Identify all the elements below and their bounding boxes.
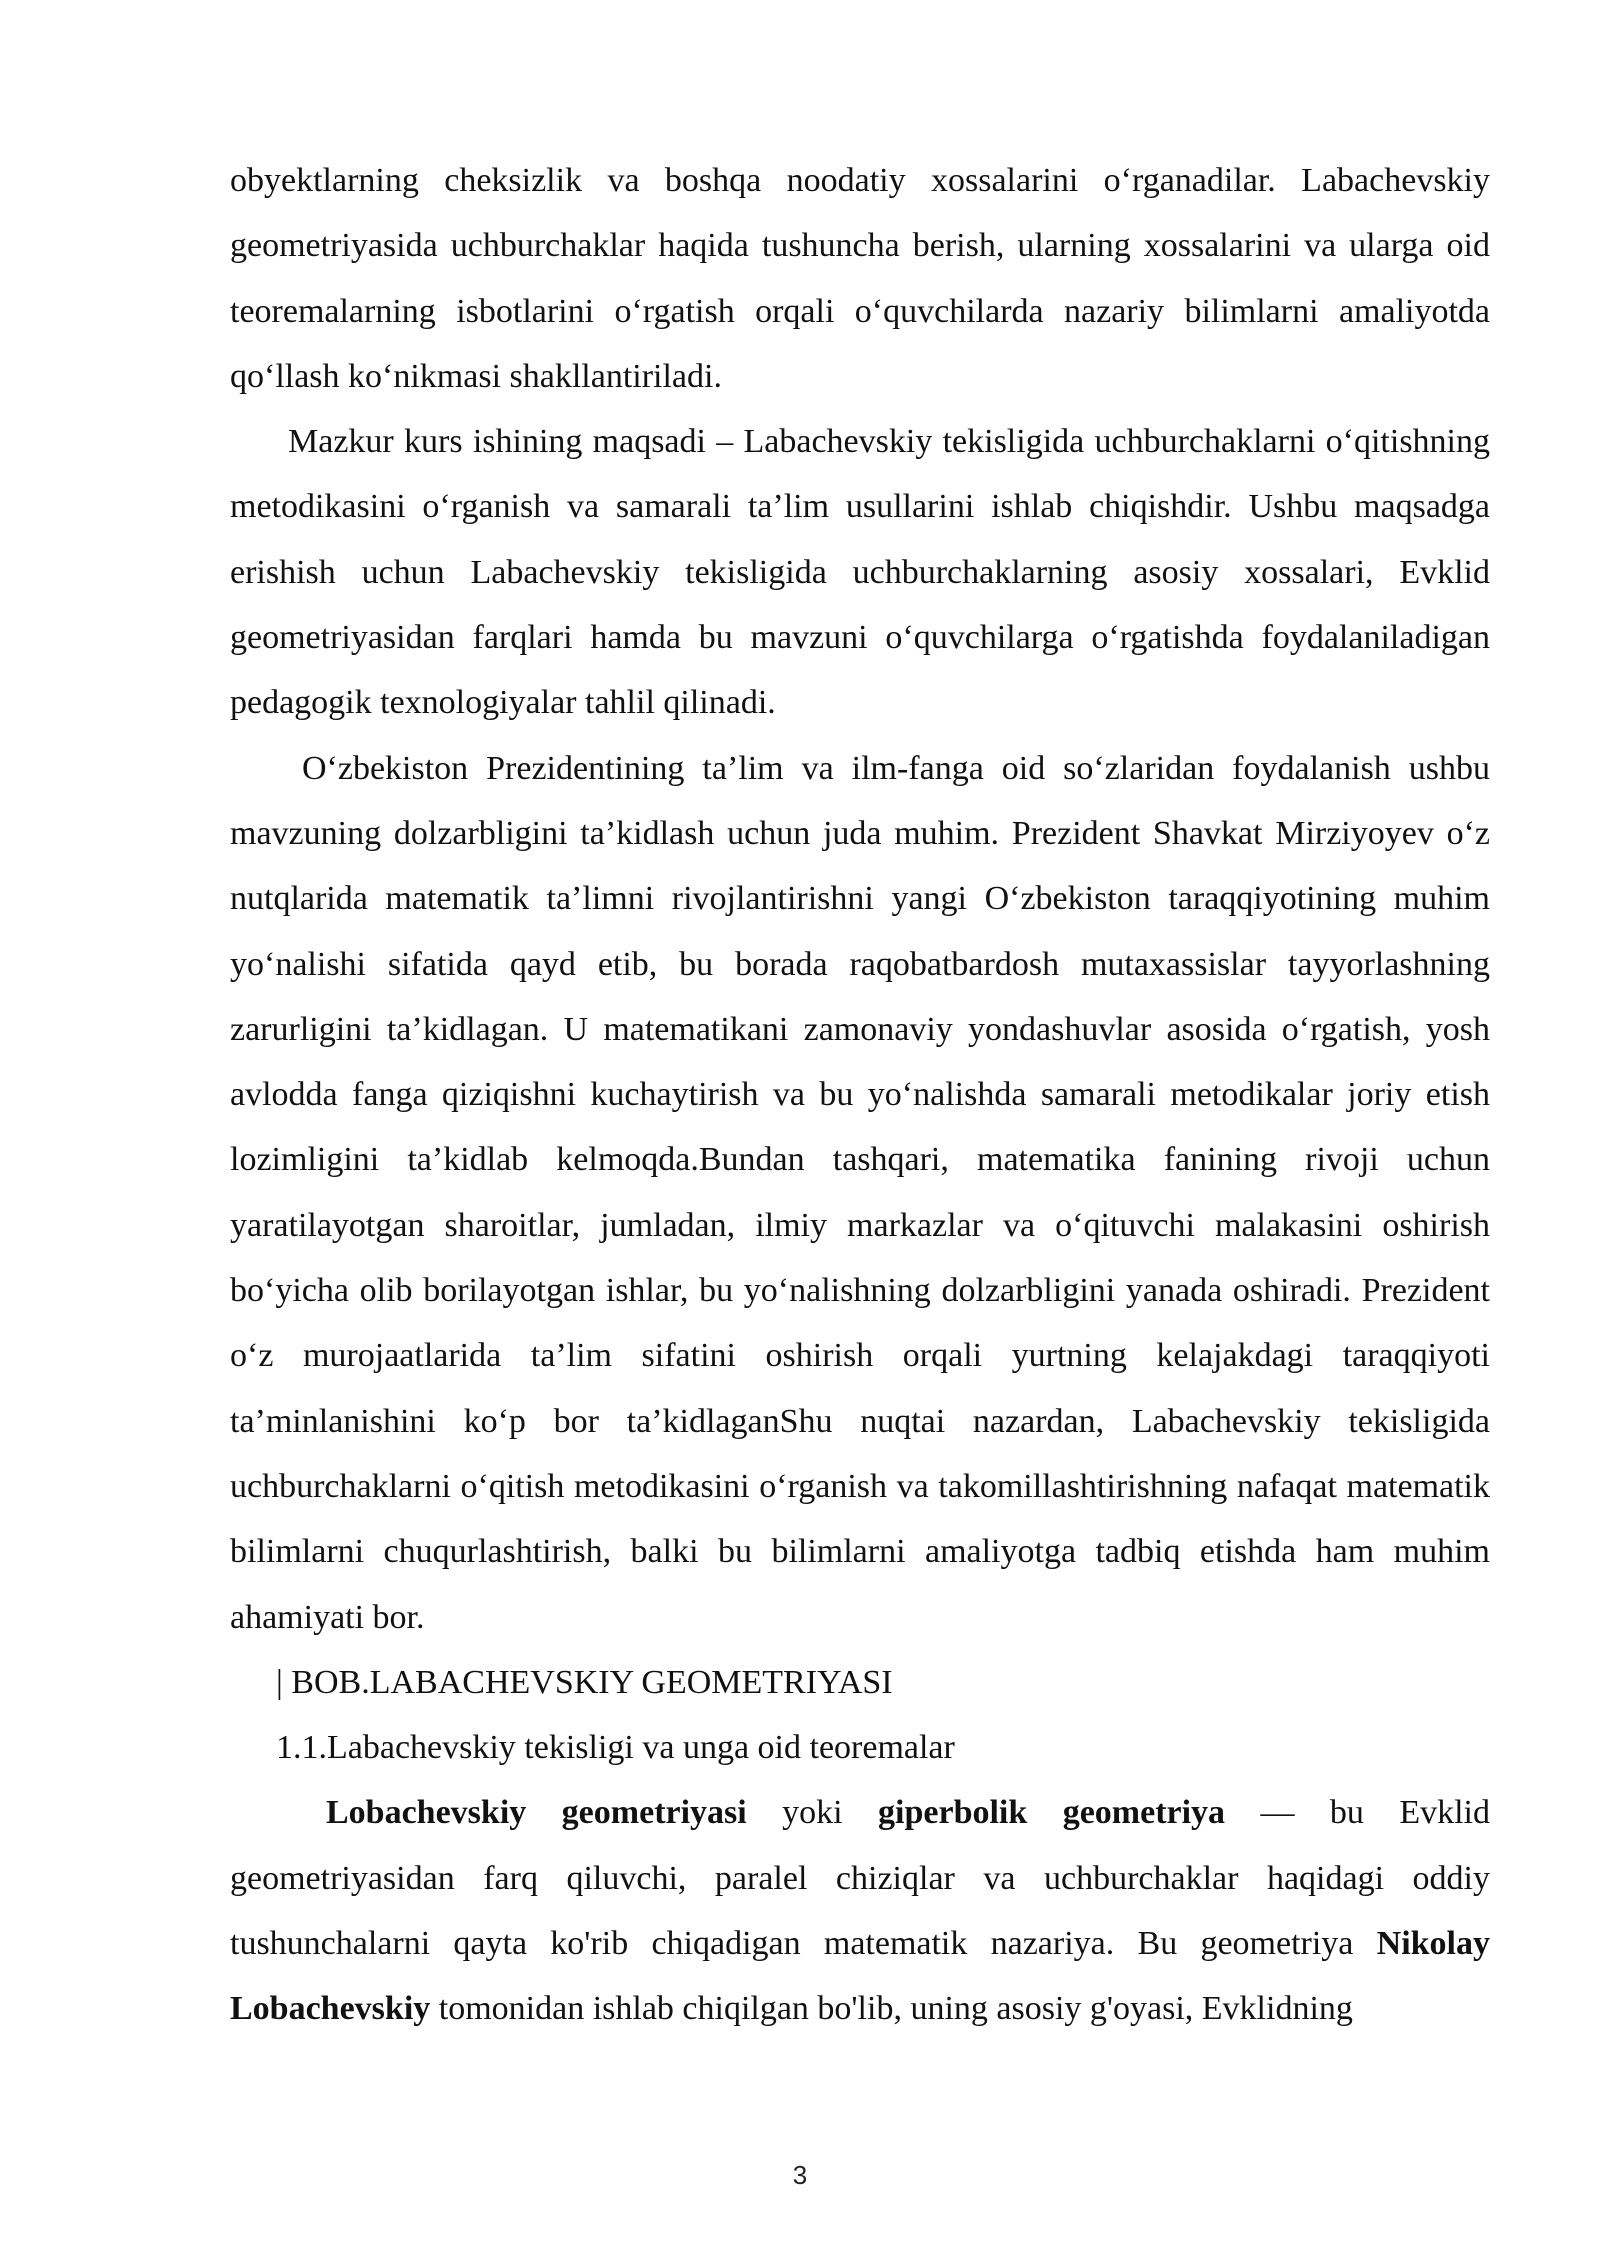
paragraph-text-segment: — bu Evklid geometriyasidan farq qiluvchi, paralel chiziqlar va uchburchaklar haqidagi oddiy tushunchalarni qayta ko'rib chiqadigan matematik nazariya. Bu geometriya bbox=[230, 1794, 1490, 1963]
paragraph-text-segment: tomonidan ishlab chiqilgan bo'lib, uning asosiy g'oyasi, Evklidning bbox=[430, 1990, 1353, 2028]
page-number: 3 bbox=[792, 2160, 808, 2190]
paragraph-intro-continuation: obyektlarning cheksizlik va boshqa noodatiy xossalarini o‘rganadilar. Labachevskiy geometriyasida uchburchaklar haqida tushuncha berish, ularning xossalarini va ularga oid teoremalarning isbotlarini o‘rgatish orqali o‘quvchilarda nazariy bilimlarni amaliyotda qo‘llash ko‘nikmasi shakllantiriladi. bbox=[230, 162, 1490, 395]
paragraph-lobachevskiy-definition bbox=[230, 1780, 1490, 2041]
paragraph-president-quote: O‘zbekiston Prezidentining ta’lim va ilm-fanga oid so‘zlaridan foydalanish ushbu mavzuning dolzarbligini ta’kidlash uchun juda muhim. Prezident Shavkat Mirziyoyev o‘z nutqlarida matematik ta’limni rivojlantirishni yangi O‘zbekiston taraqqiyotining muhim yo‘nalishi sifatida qayd etib, bu borada raqobatbardosh mutaxassislar tayyorlashning zarurligini ta’kidlagan. U matematikani zamonaviy yondashuvlar asosida o‘rgatish, yosh avlodda fanga qiziqishni kuchaytirish va bu yo‘nalishda samarali metodikalar joriy etish lozimligini ta’kidlab kelmoqda.Bundan tashqari, matematika fanining rivoji uchun yaratilayotgan sharoitlar, jumladan, ilmiy markazlar va o‘qituvchi malakasini oshirish bo‘yicha olib borilayotgan ishlar, bu yo‘nalishning dolzarbligini yanada oshiradi. Prezident o‘z murojaatlarida ta’lim sifatini oshirish orqali yurtning kelajakdagi taraqqiyoti ta’minlanishini ko‘p bor ta’kidlaganShu nuqtai nazardan, Labachevskiy tekisligida uchburchaklarni o‘qitish metodikasini o‘rganish va takomillashtirishning nafaqat matematik bilimlarni chuqurlashtirish, balki bu bilimlarni amaliyotga tadbiq etishda ham muhim ahamiyati bor. bbox=[230, 749, 1490, 1636]
document-body bbox=[230, 148, 1490, 2042]
term-nikolay-lobachevskiy: Nikolay Lobachevskiy bbox=[230, 1925, 1490, 2028]
paragraph-course-aim: Mazkur kurs ishining maqsadi – Labachevskiy tekisligida uchburchaklarni o‘qitishning metodikasini o‘rganish va samarali ta’lim usullarini ishlab chiqishdir. Ushbu maqsadga erishish uchun Labachevskiy tekisligida uchburchaklarning asosiy xossalari, Evklid geometriyasidan farqlari hamda bu mavzuni o‘quvchilarga o‘rgatishda foydalaniladigan pedagogik texnologiyalar tahlil qilinadi. bbox=[230, 423, 1490, 722]
term-lobachevskiy-geometry: Lobachevskiy geometriyasi bbox=[326, 1794, 747, 1832]
chapter-heading: | BOB.LABACHEVSKIY GEOMETRIYASI bbox=[276, 1663, 893, 1701]
section-heading: 1.1.Labachevskiy tekisligi va unga oid teoremalar bbox=[276, 1729, 955, 1767]
term-hyperbolic-geometry: giperbolik geometriya bbox=[878, 1794, 1226, 1832]
paragraph-text-segment: yoki bbox=[746, 1794, 879, 1832]
